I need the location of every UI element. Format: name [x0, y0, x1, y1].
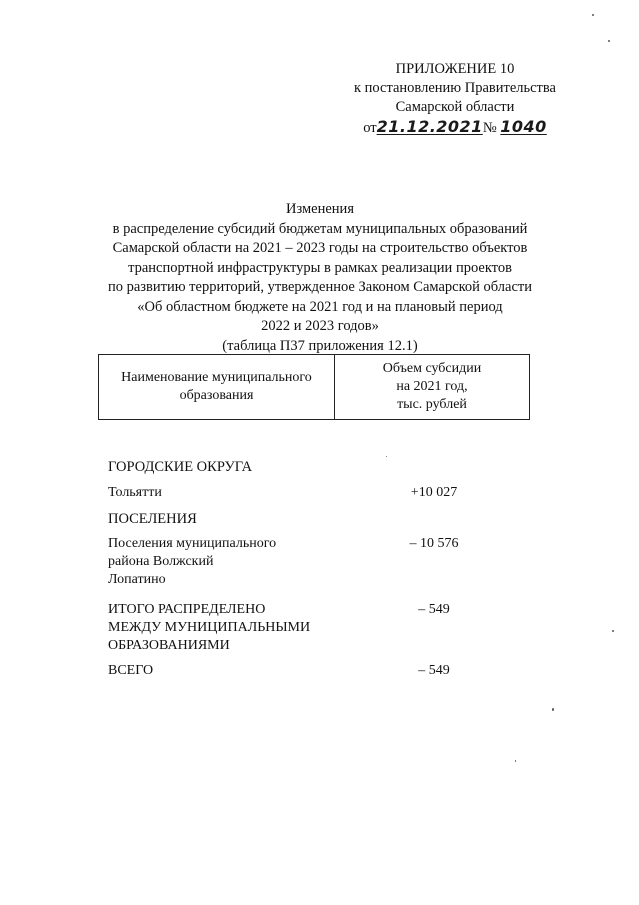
row-name-line-1: Поселения муниципального	[108, 536, 277, 551]
document-title	[60, 200, 580, 356]
section-urban-districts: ГОРОДСКИЕ ОКРУГА	[108, 459, 253, 475]
row-name: ВСЕГО	[108, 663, 154, 678]
row-value: +10 027	[410, 485, 458, 500]
header-subsidy-line-2: на 2021 год,	[396, 379, 468, 394]
handwritten-number: 1040	[500, 117, 547, 136]
appendix-resolution: к постановлению Правительства	[354, 80, 556, 96]
title-line-2: в распределение субсидий бюджетам муниципальных образований	[112, 220, 528, 237]
row-value: – 10 576	[409, 536, 459, 551]
from-label: от	[363, 120, 377, 136]
scan-speck	[552, 708, 554, 711]
title-line-8: (таблица П37 приложения 12.1)	[222, 337, 418, 354]
title-line-6: «Об областном бюджете на 2021 год и на плановый период	[137, 298, 503, 315]
row-name-line-2: МЕЖДУ МУНИЦИПАЛЬНЫМИ	[108, 620, 311, 635]
row-name-line-2: района Волжский	[108, 554, 214, 569]
header-municipality-line-2: образования	[179, 388, 254, 403]
table-header	[98, 354, 530, 420]
scan-speck	[592, 14, 594, 16]
scan-speck	[612, 630, 614, 632]
number-label: №	[482, 120, 497, 136]
header-subsidy-line-3: тыс. рублей	[397, 397, 467, 412]
title-line-7: 2022 и 2023 годов»	[261, 318, 379, 334]
handwritten-date: 21.12.2021	[376, 117, 483, 136]
header-subsidy	[335, 355, 529, 419]
appendix-date-line	[330, 117, 580, 138]
row-name-line-3: ОБРАЗОВАНИЯМИ	[108, 638, 230, 653]
row-name-line-3: Лопатино	[108, 572, 166, 587]
row-value: – 549	[418, 663, 450, 678]
appendix-block	[330, 60, 580, 138]
appendix-title: ПРИЛОЖЕНИЕ 10	[395, 61, 515, 77]
header-municipality-line-1: Наименование муниципального	[121, 370, 312, 385]
scan-speck	[386, 456, 387, 457]
title-line-4: транспортной инфраструктуры в рамках реализации проектов	[128, 259, 512, 276]
appendix-region: Самарской области	[395, 99, 515, 115]
row-value: – 549	[418, 602, 450, 617]
title-line-3: Самарской области на 2021 – 2023 годы на строительство объектов	[112, 240, 528, 256]
scan-speck	[608, 40, 610, 42]
title-line-1: Изменения	[286, 201, 354, 217]
row-name-line-1: ИТОГО РАСПРЕДЕЛЕНО	[108, 602, 266, 617]
title-line-5: по развитию территорий, утвержденное Законом Самарской области	[107, 279, 533, 295]
row-name: Тольятти	[108, 485, 162, 500]
scan-speck	[515, 760, 516, 762]
section-settlements: ПОСЕЛЕНИЯ	[108, 511, 197, 527]
header-municipality	[99, 355, 335, 419]
header-subsidy-line-1: Объем субсидии	[382, 361, 482, 376]
